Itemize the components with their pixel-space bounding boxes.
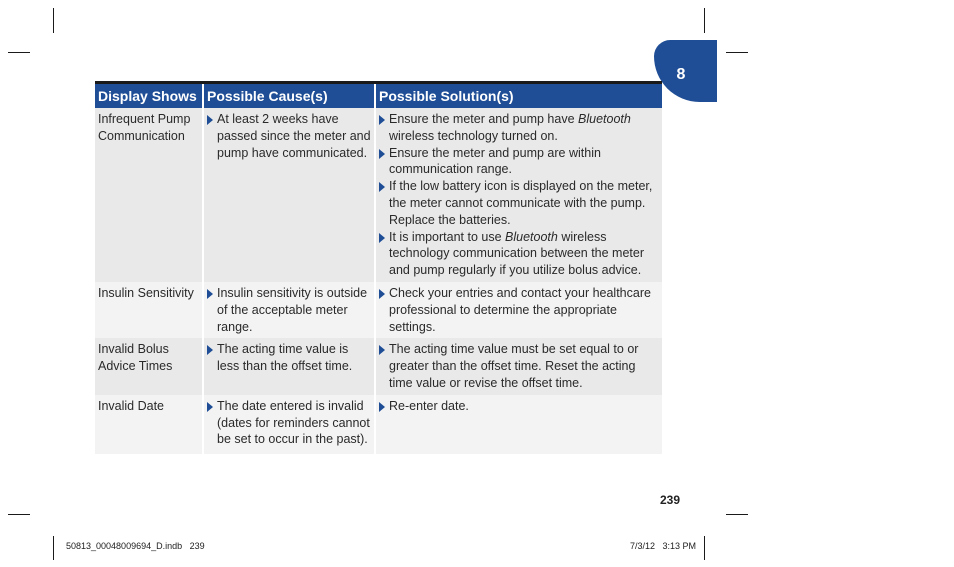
slug-datetime: 7/3/12 3:13 PM xyxy=(630,541,697,551)
header-possible-causes: Possible Cause(s) xyxy=(203,83,375,109)
cause-cell xyxy=(203,395,375,454)
table-header-row xyxy=(95,83,662,109)
bullet-triangle-icon xyxy=(207,289,213,299)
list-item: The acting time value must be set equal to or greater than the offset time. Reset the acting time value or revise the offset time. xyxy=(379,341,659,391)
troubleshooting-table xyxy=(95,81,662,454)
solution-cell xyxy=(375,282,662,338)
table-row xyxy=(95,108,662,282)
solution-cell xyxy=(375,395,662,454)
crop-mark xyxy=(8,514,30,515)
table-row xyxy=(95,282,662,338)
bullet-triangle-icon xyxy=(379,289,385,299)
list-item: Re-enter date. xyxy=(379,398,659,415)
page-number: 239 xyxy=(660,493,681,507)
slug-file: 50813_00048009694_D.indb 239 xyxy=(66,541,205,551)
crop-mark xyxy=(726,514,748,515)
bullet-triangle-icon xyxy=(379,182,385,192)
crop-mark xyxy=(704,536,705,560)
header-display-shows: Display Shows xyxy=(95,83,203,109)
list-item: Ensure the meter and pump have Bluetooth wireless technology turned on. xyxy=(379,111,659,145)
bullet-triangle-icon xyxy=(379,149,385,159)
list-item: Ensure the meter and pump are within communication range. xyxy=(379,145,659,179)
bullet-triangle-icon xyxy=(379,233,385,243)
table-row xyxy=(95,395,662,454)
bullet-triangle-icon xyxy=(379,345,385,355)
solution-cell xyxy=(375,338,662,394)
crop-mark xyxy=(53,536,54,560)
solution-cell xyxy=(375,108,662,282)
header-possible-solutions: Possible Solution(s) xyxy=(375,83,662,109)
crop-mark xyxy=(704,8,705,33)
list-item: The date entered is invalid (dates for reminders cannot be set to occur in the past). xyxy=(207,398,371,448)
cause-cell xyxy=(203,338,375,394)
cause-cell xyxy=(203,108,375,282)
crop-mark xyxy=(8,52,30,53)
bullet-triangle-icon xyxy=(379,402,385,412)
display-cell: Invalid Date xyxy=(95,395,203,454)
list-item: Check your entries and contact your healthcare professional to determine the appropriate settings. xyxy=(379,285,659,335)
crop-mark xyxy=(726,52,748,53)
list-item: If the low battery icon is displayed on the meter, the meter cannot communicate with the pump. Replace the batteries. xyxy=(379,178,659,228)
bullet-triangle-icon xyxy=(207,345,213,355)
list-item: It is important to use Bluetooth wireless technology communication between the meter and pump regularly if you utilize bolus advice. xyxy=(379,229,659,279)
display-cell: Insulin Sensitivity xyxy=(95,282,203,338)
cause-cell xyxy=(203,282,375,338)
crop-mark xyxy=(53,8,54,33)
table-row xyxy=(95,338,662,394)
display-cell: Invalid Bolus Advice Times xyxy=(95,338,203,394)
bullet-triangle-icon xyxy=(379,115,385,125)
display-cell: Infrequent Pump Communication xyxy=(95,108,203,282)
chapter-tab-number: 8 xyxy=(676,66,686,83)
bullet-triangle-icon xyxy=(207,402,213,412)
bullet-triangle-icon xyxy=(207,115,213,125)
list-item: At least 2 weeks have passed since the meter and pump have communicated. xyxy=(207,111,371,161)
list-item: The acting time value is less than the offset time. xyxy=(207,341,371,375)
list-item: Insulin sensitivity is outside of the acceptable meter range. xyxy=(207,285,371,335)
